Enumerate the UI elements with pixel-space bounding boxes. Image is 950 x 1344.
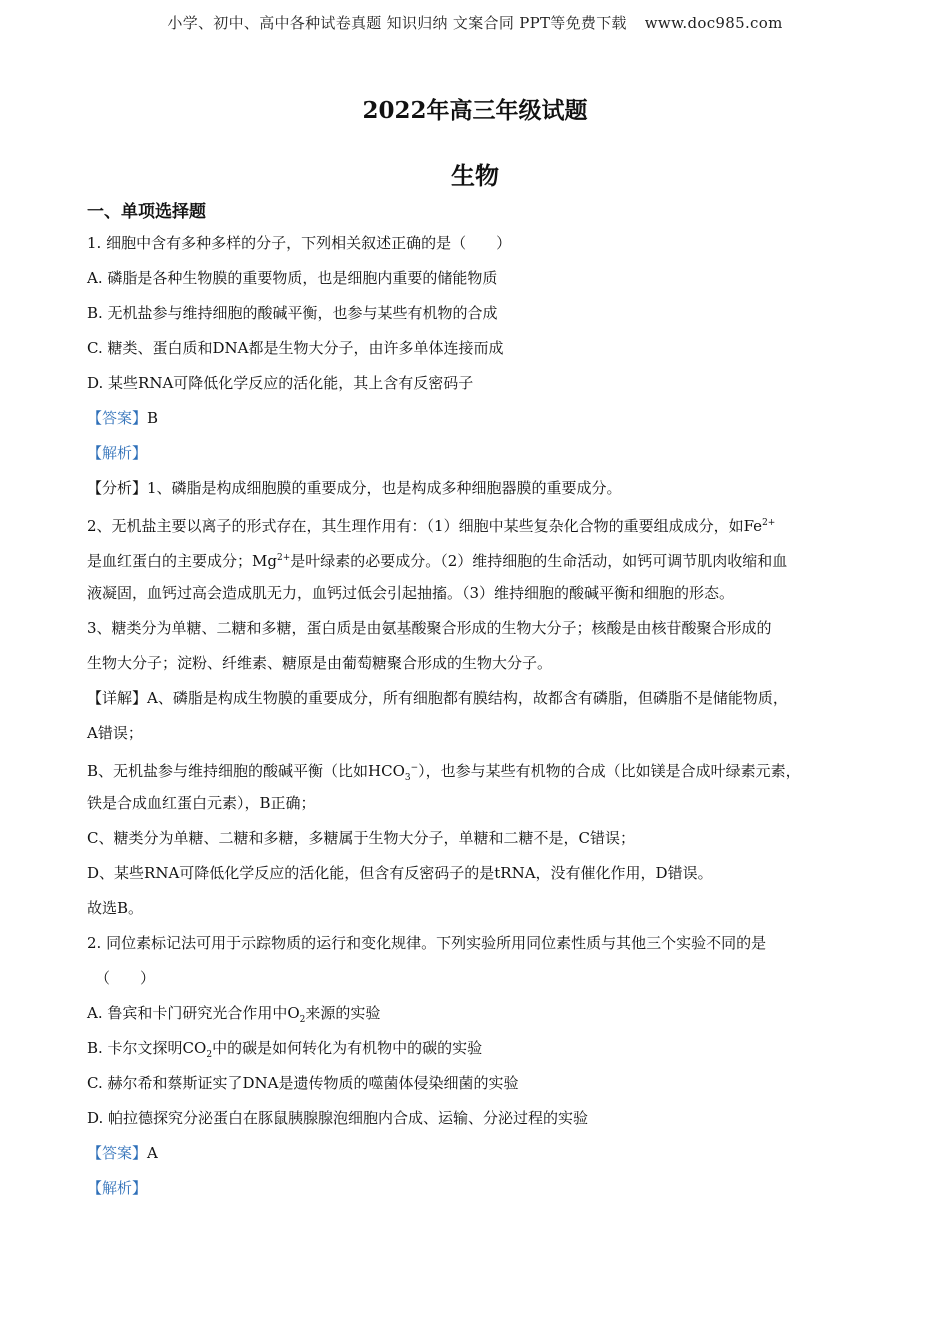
subscript: 3: [404, 773, 411, 783]
q1-detail-a2: A错误；: [87, 724, 143, 742]
analysis-text: 1、磷脂是构成细胞膜的重要成分，也是构成多种细胞器膜的重要成分。: [147, 479, 622, 497]
exam-title: 2022年高三年级试题: [362, 97, 588, 124]
subscript: 2: [206, 1050, 213, 1060]
answer-tag: 【答案】: [87, 1144, 148, 1162]
answer-value: B: [147, 409, 159, 427]
q2-option-b: [87, 1031, 867, 1066]
q1-analysis-3b: 生物大分子；淀粉、纤维素、糖原是由葡萄糖聚合形成的生物大分子。: [87, 654, 553, 672]
q1-detail-c: C、糖类分为单糖、二糖和多糖，多糖属于生物大分子，单糖和二糖不是，C错误；: [87, 829, 635, 847]
q1-analysis-2a: [87, 506, 867, 541]
answer-value: A: [147, 1144, 158, 1162]
option-text: B. 卡尔文探明CO: [87, 1039, 207, 1057]
superscript: −: [410, 763, 419, 773]
q1-detail-a1: [87, 681, 867, 716]
q1-detail-b1: [87, 751, 867, 786]
q1-analysis-2b: [87, 541, 867, 576]
superscript: 2+: [762, 518, 776, 528]
q1-option-d: D. 某些RNA可降低化学反应的活化能，其上含有反密码子: [87, 374, 474, 392]
q1-analysis-2c: 液凝固，血钙过高会造成肌无力，血钙过低会引起抽搐。（3）维持细胞的酸碱平衡和细胞的形态。: [87, 584, 735, 602]
q2-option-c: C. 赫尔希和蔡斯证实了DNA是遗传物质的噬菌体侵染细菌的实验: [87, 1074, 519, 1092]
superscript: 2+: [276, 553, 291, 563]
detail-text: B、无机盐参与维持细胞的酸碱平衡（比如HCO: [87, 762, 405, 780]
detail-text: A、磷脂是构成生物膜的重要成分，所有细胞都有膜结构，故都含有磷脂，但磷脂不是储能物质，: [147, 689, 788, 707]
page-header: [0, 12, 950, 33]
analysis-text: 是叶绿素的必要成分。（2）维持细胞的生命活动，如钙可调节肌肉收缩和血: [290, 552, 788, 570]
q1-detail-d: D、某些RNA可降低化学反应的活化能，但含有反密码子的是tRNA，没有催化作用，D错误。: [87, 864, 713, 882]
section-heading: 一、单项选择题: [87, 202, 206, 222]
q1-detail-b2: 铁是合成血红蛋白元素），B正确；: [87, 794, 316, 812]
analysis-text: 2、无机盐主要以离子的形式存在，其生理作用有：（1）细胞中某些复杂化合物的重要组成成分，如Fe: [87, 517, 763, 535]
detail-tag: 【详解】: [87, 689, 148, 707]
explain-tag: 【解析】: [87, 1179, 148, 1197]
q1-analysis-1: [87, 471, 867, 506]
q1-conclusion: 故选B。: [87, 899, 144, 917]
q1-option-a: A. 磷脂是各种生物膜的重要物质，也是细胞内重要的储能物质: [87, 269, 498, 287]
option-text: A. 鲁宾和卡门研究光合作用中O: [87, 1004, 300, 1022]
header-url[interactable]: www.doc985.com: [644, 14, 783, 32]
q2-option-a: [87, 996, 867, 1031]
answer-tag: 【答案】: [87, 409, 148, 427]
detail-text: ），也参与某些有机物的合成（比如镁是合成叶绿素元素，: [418, 762, 801, 780]
q2-answer: [87, 1136, 867, 1171]
option-text: 中的碳是如何转化为有机物中的碳的实验: [212, 1039, 483, 1057]
explain-tag: 【解析】: [87, 444, 148, 462]
q2-explain: [87, 1171, 867, 1206]
q1-answer: [87, 401, 867, 436]
q2-stem-cont: （ ）: [95, 969, 156, 987]
header-text: 小学、初中、高中各种试卷真题 知识归纳 文案合同 PPT等免费下载: [167, 14, 627, 32]
q1-stem: 1. 细胞中含有多种多样的分子，下列相关叙述正确的是（ ）: [87, 234, 512, 252]
analysis-tag: 【分析】: [87, 479, 148, 497]
exam-content: [87, 198, 867, 1206]
q1-option-b: B. 无机盐参与维持细胞的酸碱平衡，也参与某些有机物的合成: [87, 304, 498, 322]
analysis-text: 是血红蛋白的主要成分；Mg: [87, 552, 277, 570]
q1-explain: [87, 436, 867, 471]
q1-option-c: C. 糖类、蛋白质和DNA都是生物大分子，由许多单体连接而成: [87, 339, 504, 357]
q1-analysis-3a: 3、糖类分为单糖、二糖和多糖，蛋白质是由氨基酸聚合形成的生物大分子；核酸是由核苷酸聚合形成的: [87, 619, 772, 637]
subscript: 2: [299, 1015, 306, 1025]
q2-stem: 2. 同位素标记法可用于示踪物质的运行和变化规律。下列实验所用同位素性质与其他三个实验不同的是: [87, 934, 767, 952]
q2-option-d: D. 帕拉德探究分泌蛋白在豚鼠胰腺腺泡细胞内合成、运输、分泌过程的实验: [87, 1109, 589, 1127]
option-text: 来源的实验: [305, 1004, 381, 1022]
subject-title: 生物: [451, 161, 499, 190]
